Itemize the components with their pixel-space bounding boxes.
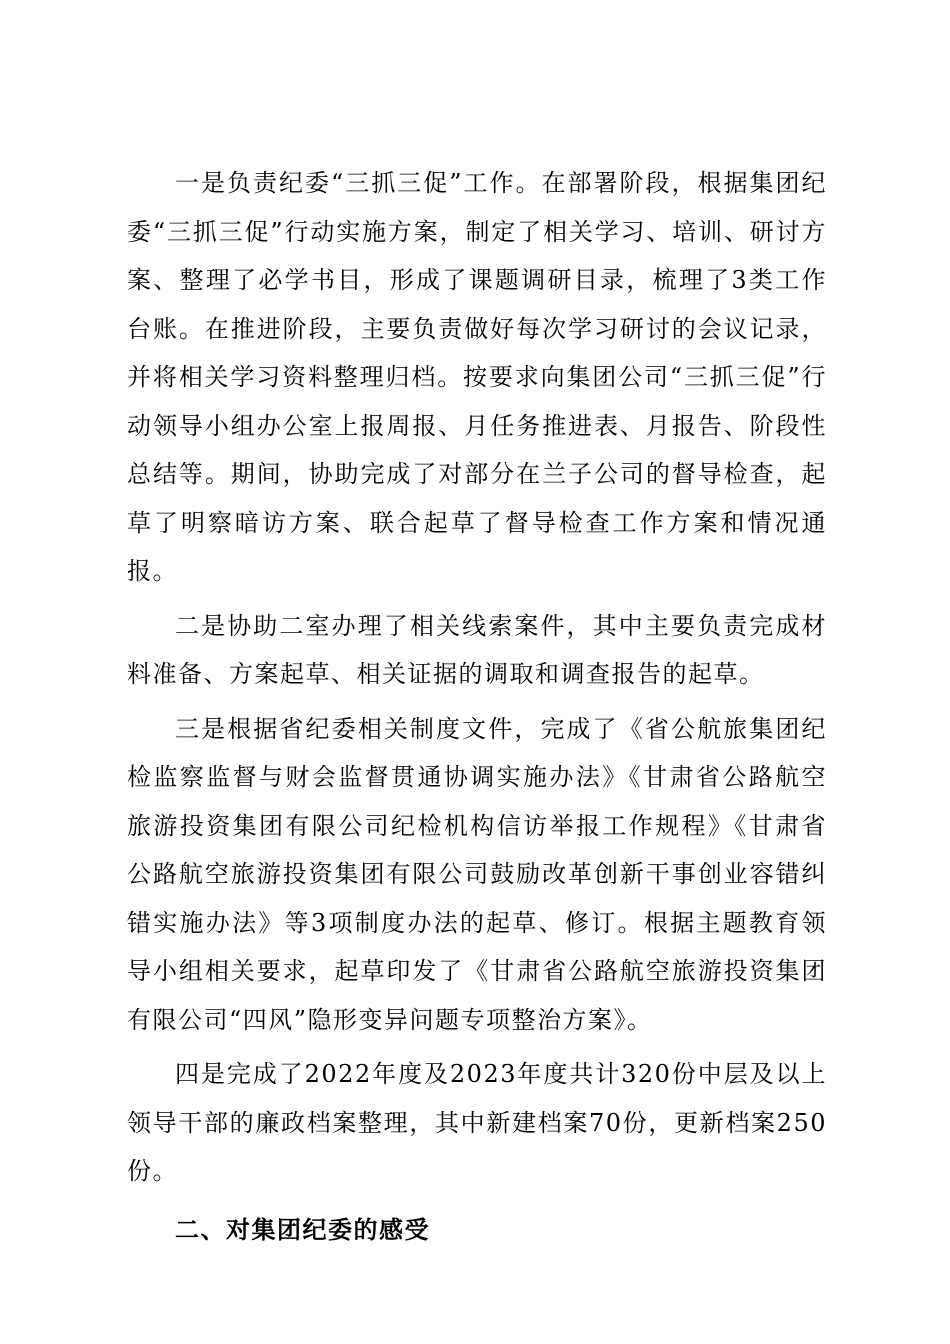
document-body bbox=[127, 159, 827, 1254]
paragraph-sanzhua-sancu: 一是负责纪委“三抓三促”工作。在部署阶段，根据集团纪委“三抓三促”行动实施方案，制定了相关学习、培训、研讨方案、整理了必学书目，形成了课题调研目录，梳理了3类工作台账。在推进阶段，主要负责做好每次学习研讨的会议记录，并将相关学习资料整理归档。按要求向集团公司“三抓三促”行动领导小组办公室上报周报、月任务推进表、月报告、阶段性总结等。期间，协助完成了对部分在兰子公司的督导检查，起草了明察暗访方案、联合起草了督导检查工作方案和情况通报。 bbox=[127, 169, 827, 585]
paragraph-regulations-drafting: 三是根据省纪委相关制度文件，完成了《省公航旅集团纪检监察监督与财会监督贯通协调实施办法》《甘肃省公路航空旅游投资集团有限公司纪检机构信访举报工作规程》《甘肃省公路航空旅游投资集团有限公司鼓励改革创新干事创业容错纠错实施办法》等3项制度办法的起草、修订。根据主题教育领导小组相关要求，起草印发了《甘肃省公路航空旅游投资集团有限公司“四风”隐形变异问题专项整治方案》。 bbox=[127, 714, 827, 1034]
paragraph-case-assistance: 二是协助二室办理了相关线索案件，其中主要负责完成材料准备、方案起草、相关证据的调取和调查报告的起草。 bbox=[127, 611, 827, 688]
paragraph-integrity-archives: 四是完成了2022年度及2023年度共计320份中层及以上领导干部的廉政档案整理，其中新建档案70份，更新档案250份。 bbox=[127, 1060, 827, 1185]
section-heading: 二、对集团纪委的感受 bbox=[175, 1215, 430, 1244]
